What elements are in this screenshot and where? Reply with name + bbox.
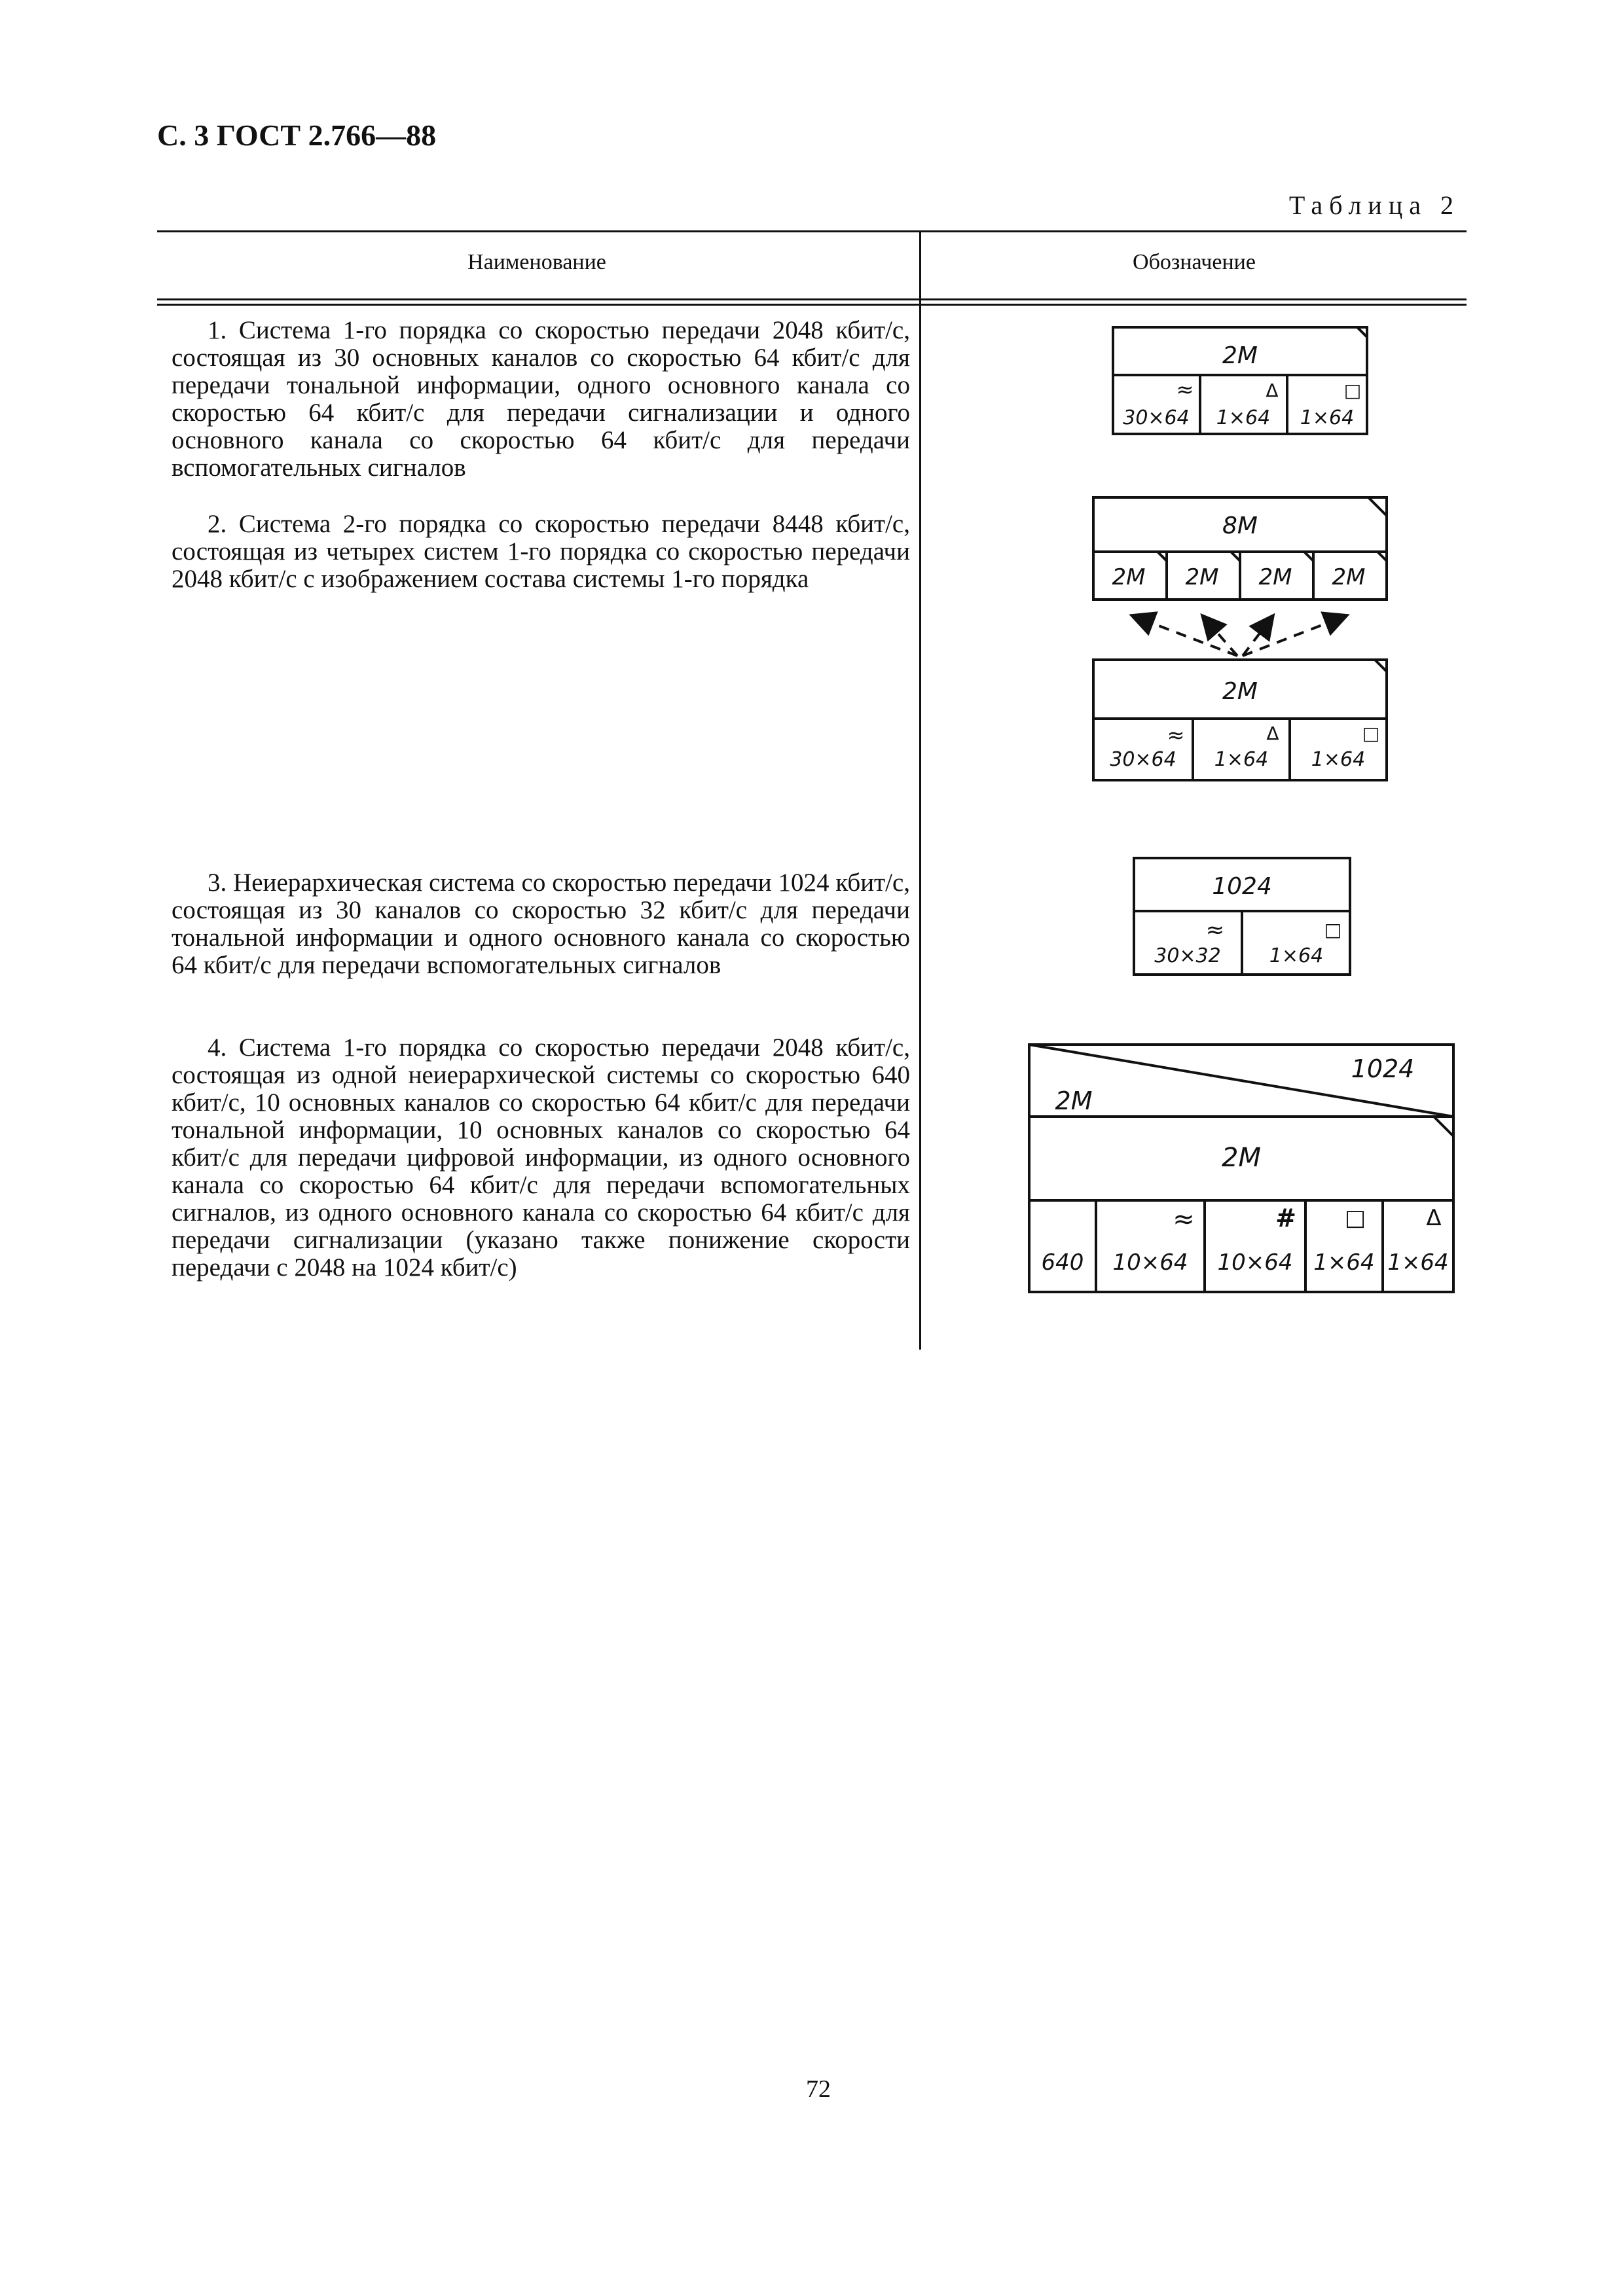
symbol-3-cell-2: 1×64 (1269, 944, 1324, 967)
symbol-4-title: 2M (1222, 1143, 1261, 1173)
row-4-description: 4. Система 1-го порядка со скоростью передачи 2048 кбит/с, состоящая из одной неиерархической системы со скоростью 640 кбит/с, 10 основных каналов со скоростью 64 кбит/с для передачи тональной информации, 10 основных каналов со скоростью 64 кбит/с для передачи цифровой информации, из одного основного канала со скоростью 64 кбит/с для передачи вспомогательных сигналов, из одного основного канала со скоростью 64 кбит/с для передачи сигнализации (указано также понижение скорости передачи с 2048 на 1024 кбит/с) (172, 1033, 910, 1282)
symbol-4-cell-1: 640 (1041, 1249, 1084, 1276)
symbol-1-cell-3: 1×64 (1300, 406, 1355, 429)
document-header: С. 3 ГОСТ 2.766—88 (157, 118, 437, 152)
symbol-1-mark-tonal: ≈ (1176, 377, 1194, 402)
symbol-4-mark-tonal: ≈ (1173, 1204, 1195, 1234)
symbol-3-title: 1024 (1212, 873, 1272, 900)
symbol-4-cell-5: 1×64 (1387, 1249, 1449, 1276)
symbol-4-cell-2: 10×64 (1112, 1249, 1188, 1276)
symbol-2-detail-mark-aux: □ (1362, 723, 1380, 744)
symbol-2-sub-3: 2M (1258, 564, 1292, 590)
symbol-2-top-title: 8M (1222, 512, 1258, 539)
symbol-2-sub-2: 2M (1185, 564, 1219, 590)
symbol-4-cell-3: 10×64 (1217, 1249, 1293, 1276)
symbol-1-title: 2M (1222, 342, 1258, 369)
symbol-2-arrows (1131, 615, 1347, 656)
table-caption: Таблица 2 (1288, 190, 1460, 220)
symbol-4-cell-4: 1×64 (1313, 1249, 1375, 1276)
symbol-1-mark-aux: □ (1343, 380, 1362, 401)
symbol-4-to-rate: 1024 (1351, 1054, 1415, 1083)
symbol-2-sub-1: 2M (1112, 564, 1146, 590)
row-3-description: 3. Неиерархическая система со скоростью передачи 1024 кбит/с, состоящая из 30 каналов со скоростью 32 кбит/с для передачи тональной информации и одного основного канала со скоростью 64 кбит/с для передачи вспомогательных сигналов (172, 869, 910, 979)
symbol-2-detail-cell-2: 1×64 (1214, 748, 1269, 771)
symbol-3-mark-tonal: ≈ (1205, 917, 1225, 943)
symbol-2-detail-cell-3: 1×64 (1311, 748, 1366, 771)
symbol-3-mark-aux: □ (1324, 919, 1342, 941)
symbol-1-cell-2: 1×64 (1216, 406, 1271, 429)
symbol-3-cell-1: 30×32 (1154, 944, 1221, 967)
symbol-2-detail-mark-tonal: ≈ (1167, 723, 1185, 747)
row-2-description: 2. Система 2-го порядка со скоростью передачи 8448 кбит/с, состоящая из четырех систем 1-го порядка со скоростью передачи 2048 кбит/с с изображением состава системы 1-го порядка (172, 510, 910, 593)
symbol-2-detail-title: 2M (1222, 678, 1258, 705)
symbol-4-mark-digital: # (1275, 1204, 1296, 1232)
page-number: 72 (806, 2075, 831, 2103)
symbol-4-mark-aux: □ (1344, 1205, 1366, 1231)
symbol-4-from-rate: 2M (1055, 1086, 1093, 1115)
symbol-2-sub-4: 2M (1332, 564, 1366, 590)
symbol-1-mark-signaling: Δ (1266, 380, 1279, 401)
symbol-2-detail-cell-1: 30×64 (1110, 748, 1176, 771)
symbol-2-detail-mark-signaling: Δ (1266, 723, 1279, 744)
column-header-name: Наименование (467, 250, 606, 274)
symbol-1-cell-1: 30×64 (1123, 406, 1190, 429)
row-1-description: 1. Система 1-го порядка со скоростью передачи 2048 кбит/с, состоящая из 30 основных каналов со скоростью 64 кбит/с для передачи тональной информации, одного основного канала со скоростью 64 кбит/с для передачи сигнализации и одного основного канала со скоростью 64 кбит/с для передачи вспомогательных сигналов (172, 316, 910, 482)
symbol-4-mark-signaling: Δ (1426, 1205, 1442, 1231)
column-header-symbol: Обозначение (1133, 250, 1256, 274)
